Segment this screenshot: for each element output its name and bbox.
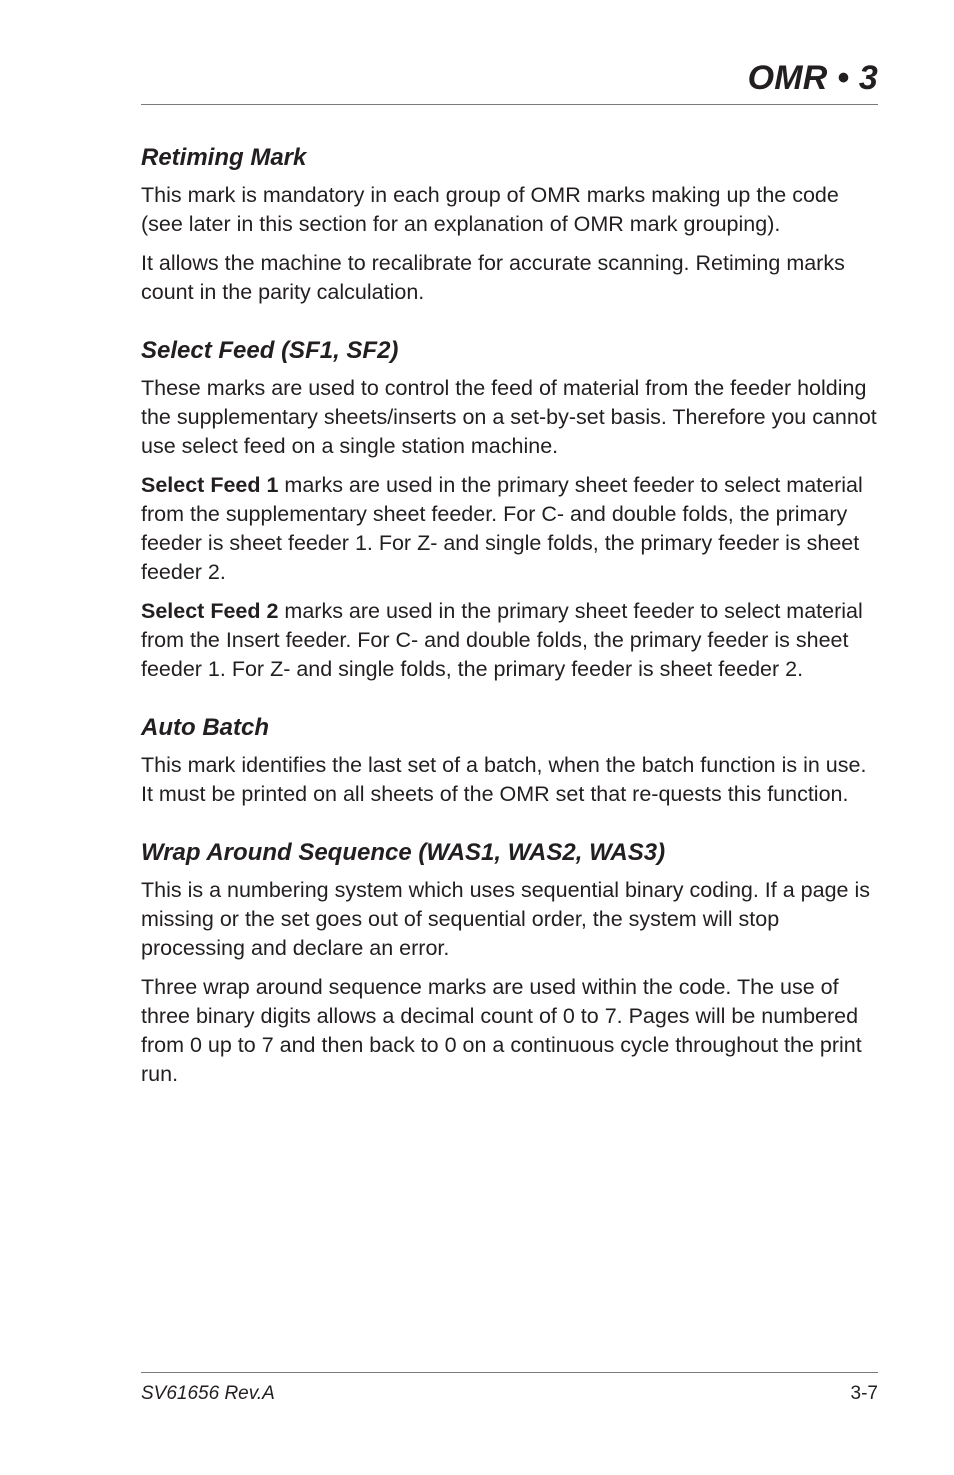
paragraph: Three wrap around sequence marks are used within the code. The use of three binary digits allows a decimal count of 0 to 7. Pages will be numbered from 0 up to 7 and then back to 0 on a continuous cycle throughout the print run. bbox=[141, 975, 862, 1086]
paragraph: This mark identifies the last set of a batch, when the batch function is in use. It must be printed on all sheets of the OMR set that re-quests this function. bbox=[141, 753, 867, 806]
paragraph: These marks are used to control the feed of material from the feeder holding the supplementary sheets/inserts on a set-by-set basis. Therefore you cannot use select feed on a single station machine. bbox=[141, 376, 877, 458]
chapter-title: OMR • 3 bbox=[747, 59, 878, 97]
page-number: 3-7 bbox=[850, 1383, 878, 1404]
paragraph-text: marks are used in the primary sheet feeder to select material from the supplementary sheet feeder. For C- and double folds, the primary feeder is sheet feeder 1. For Z- and single folds, the primary feeder is sheet feeder 2. bbox=[141, 473, 863, 584]
page-footer bbox=[141, 1372, 878, 1413]
document-id: SV61656 Rev.A bbox=[141, 1383, 275, 1404]
paragraph-text: marks are used in the primary sheet feeder to select material from the Insert feeder. For C- and double folds, the primary feeder is sheet feeder 1. For Z- and single folds, the primary feeder is sheet feeder 2. bbox=[141, 599, 863, 681]
paragraph-select-feed-2 bbox=[141, 597, 878, 684]
paragraph: This is a numbering system which uses sequential binary coding. If a page is missing or the set goes out of sequential order, the system will stop processing and declare an error. bbox=[141, 878, 870, 960]
section-retiming-mark bbox=[141, 143, 878, 307]
section-select-feed bbox=[141, 336, 878, 684]
paragraph-select-feed-1 bbox=[141, 471, 878, 587]
section-heading: Auto Batch bbox=[141, 714, 269, 741]
section-auto-batch bbox=[141, 713, 878, 809]
page-content bbox=[141, 143, 878, 1099]
section-heading: Wrap Around Sequence (WAS1, WAS2, WAS3) bbox=[141, 839, 666, 866]
page-header bbox=[141, 52, 878, 105]
paragraph: This mark is mandatory in each group of OMR marks making up the code (see later in this section for an explanation of OMR mark grouping). bbox=[141, 183, 839, 236]
section-wrap-around-sequence bbox=[141, 838, 878, 1089]
section-heading: Select Feed (SF1, SF2) bbox=[141, 337, 399, 364]
section-heading: Retiming Mark bbox=[141, 144, 307, 171]
term-select-feed-1: Select Feed 1 bbox=[141, 473, 279, 497]
term-select-feed-2: Select Feed 2 bbox=[141, 599, 279, 623]
paragraph: It allows the machine to recalibrate for accurate scanning. Retiming marks count in the parity calculation. bbox=[141, 251, 845, 304]
